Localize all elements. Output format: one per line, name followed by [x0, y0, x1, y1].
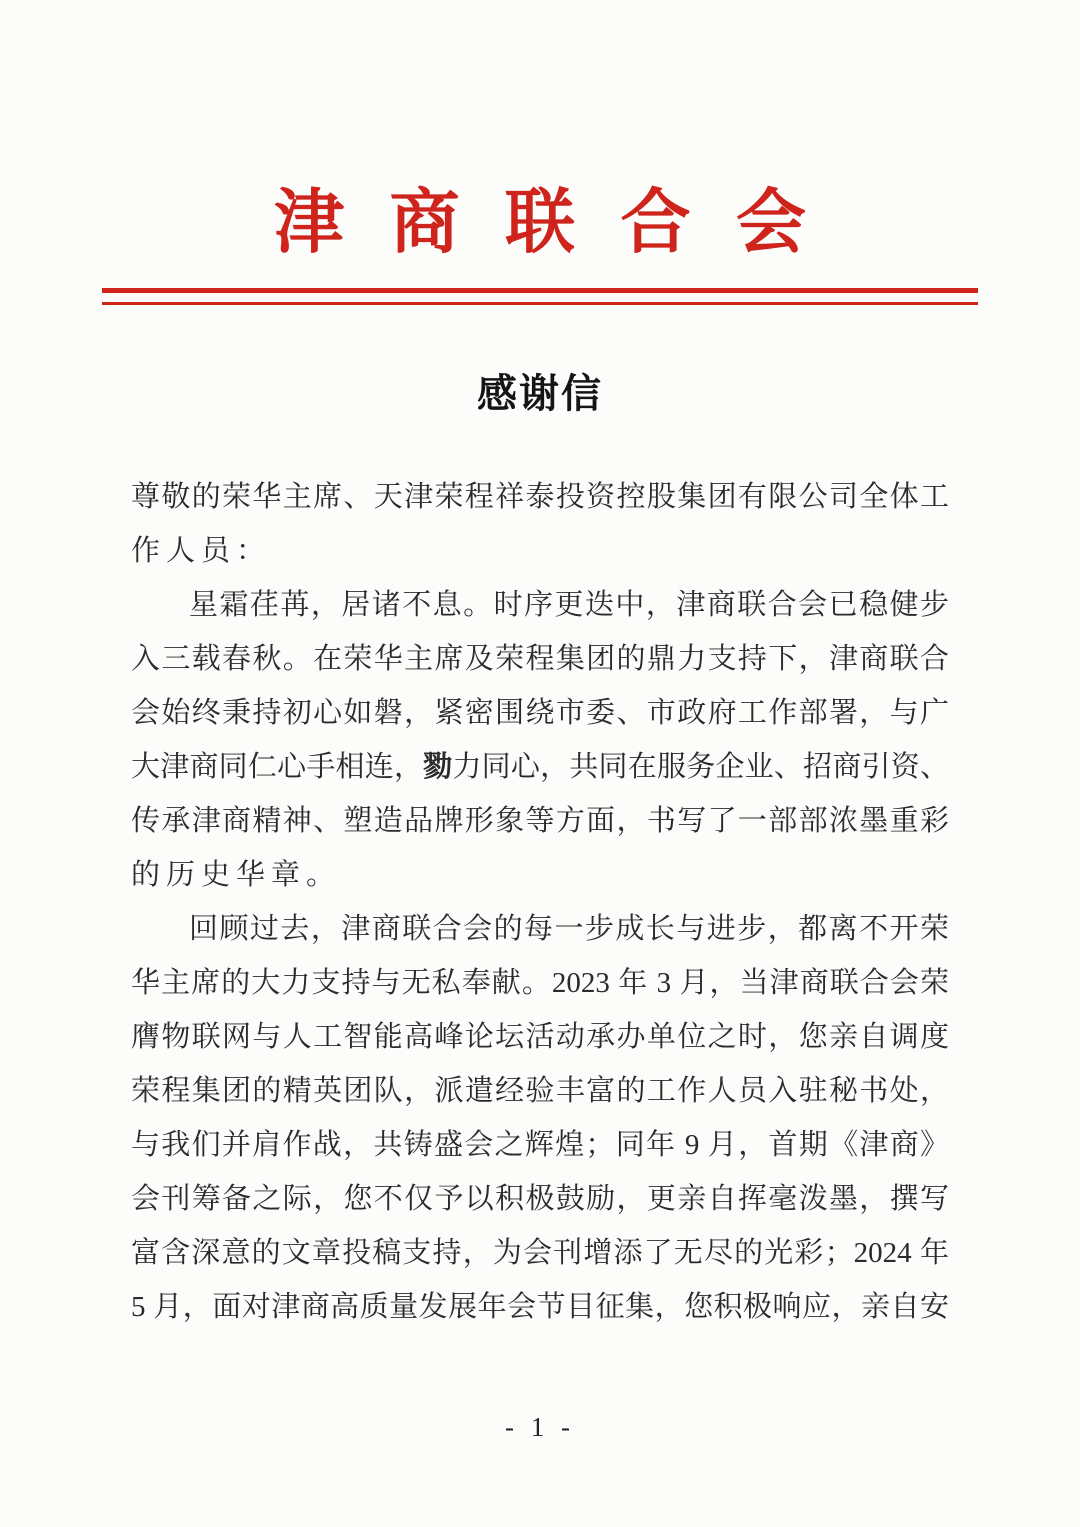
letter-body — [131, 470, 949, 1334]
text-run: 的历史华章。 — [131, 859, 342, 891]
text-line — [131, 578, 949, 632]
text-run: 星霜荏苒，居诸不息。时序更迭中，津商联合会已稳健步 — [189, 589, 949, 621]
text-run: 回顾过去，津商联合会的每一步成长与进步，都离不开荣 — [189, 913, 949, 945]
text-run: 膺物联网与人工智能高峰论坛活动承办单位之时，您亲自调度 — [131, 1021, 949, 1053]
text-run: 与我们并肩作战，共铸盛会之辉煌；同年 9 月，首期《津商》 — [131, 1129, 949, 1161]
text-run: 富含深意的文章投稿支持，为会刊增添了无尽的光彩；2024 年 — [131, 1237, 949, 1269]
text-run: 会始终秉持初心如磐，紧密围绕市委、市政府工作部署，与广 — [131, 697, 949, 729]
text-line — [131, 740, 949, 794]
text-line — [131, 632, 949, 686]
text-line — [131, 1118, 949, 1172]
text-line — [131, 848, 949, 902]
text-run: 入三载春秋。在荣华主席及荣程集团的鼎力支持下，津商联合 — [131, 643, 949, 675]
text-line — [131, 1064, 949, 1118]
emphasized-char: 勠 — [423, 751, 453, 783]
text-line — [131, 794, 949, 848]
doc-title: 感谢信 — [477, 371, 603, 416]
text-run: 荣程集团的精英团队，派遣经验丰富的工作人员入驻秘书处， — [131, 1075, 949, 1107]
text-line — [131, 956, 949, 1010]
text-line — [131, 1172, 949, 1226]
text-run: 华主席的大力支持与无私奉献。2023 年 3 月，当津商联合会荣 — [131, 967, 949, 999]
text-line — [131, 524, 949, 578]
page-number: - 1 - — [505, 1412, 575, 1442]
letterhead-org-name: 津商联合会 — [274, 185, 852, 262]
text-run: 传承津商精神、塑造品牌形象等方面，书写了一部部浓墨重彩 — [131, 805, 949, 837]
text-line — [131, 1280, 949, 1334]
text-run: 5 月，面对津商高质量发展年会节目征集，您积极响应，亲自安 — [131, 1291, 949, 1323]
text-line — [131, 470, 949, 524]
text-run: 作人员： — [131, 535, 272, 567]
text-run: 会刊筹备之际，您不仅予以积极鼓励，更亲自挥毫泼墨，撰写 — [131, 1183, 949, 1215]
letterhead-rule-thick — [102, 288, 978, 293]
text-line — [131, 902, 949, 956]
text-run: 尊敬的荣华主席、天津荣程祥泰投资控股集团有限公司全体工 — [131, 481, 949, 513]
letterhead-rule-thin — [102, 302, 978, 305]
text-run: 力同心，共同在服务企业、招商引资、 — [452, 751, 949, 783]
text-run: 大津商同仁心手相连， — [131, 751, 424, 783]
text-line — [131, 686, 949, 740]
text-line — [131, 1010, 949, 1064]
text-line — [131, 1226, 949, 1280]
